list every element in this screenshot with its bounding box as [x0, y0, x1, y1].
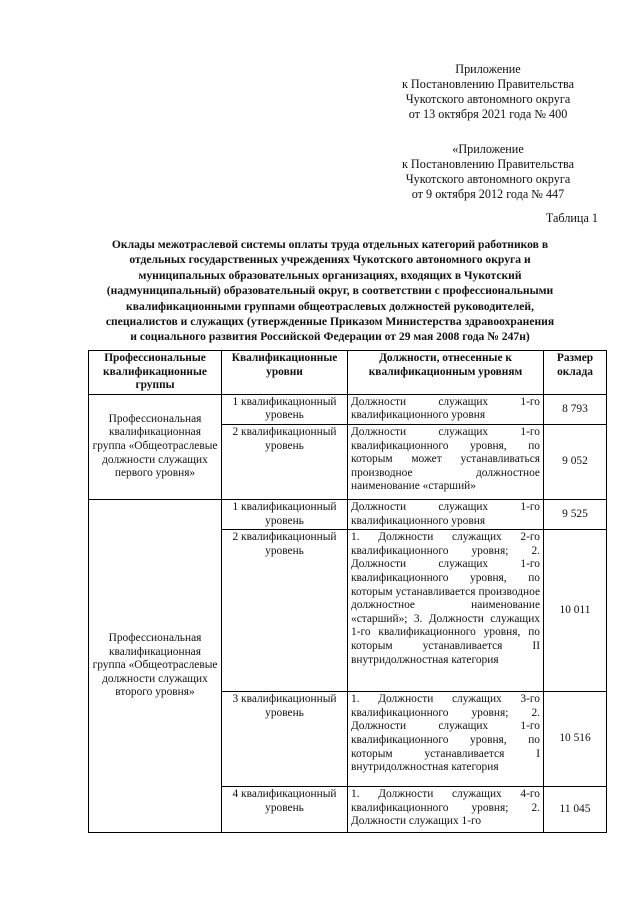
- title-line: муниципальных образовательных организациях, входящих в Чукотский: [138, 268, 522, 282]
- salary-cell: 8 793: [544, 394, 607, 424]
- group-cell: Профессиональная квалификационная группа «Общеотраслевые должности служащих второго уровня»: [89, 499, 222, 832]
- header-line: «Приложение: [452, 142, 524, 156]
- header-positions: Должности, отнесенные к квалификационным уровням: [348, 351, 544, 395]
- table-row: [89, 394, 607, 424]
- positions-cell: 1. Должности служащих 4-го квалификационного уровня; 2. Должности служащих 1-го: [348, 787, 544, 833]
- appendix-header-original: [388, 142, 588, 202]
- level-cell: 4 квалификационный уровень: [222, 787, 348, 833]
- title-line: и социального развития Российской Федерации от 29 мая 2008 года № 247н): [130, 330, 530, 344]
- table-row: [89, 499, 607, 529]
- positions-cell: Должности служащих 1-го квалификационного уровня: [348, 394, 544, 424]
- title-line: (надмуниципальный) образовательный округ, в соответствии с профессиональными: [106, 284, 554, 298]
- group-cell: Профессиональная квалификационная группа «Общеотраслевые должности служащих первого уровня»: [89, 394, 222, 499]
- salary-cell: 10 516: [544, 692, 607, 787]
- salary-table: [88, 350, 607, 833]
- level-cell: 2 квалификационный уровень: [222, 424, 348, 499]
- level-cell: 2 квалификационный уровень: [222, 530, 348, 692]
- header-salary: Размер оклада: [544, 351, 607, 395]
- header-line: к Постановлению Правительства: [401, 157, 575, 171]
- salary-cell: 9 525: [544, 499, 607, 529]
- level-cell: 1 квалификационный уровень: [222, 499, 348, 529]
- title-line: отдельных государственных учреждениях Чукотского автономного округа и: [129, 253, 531, 267]
- header-line: от 13 октября 2021 года № 400: [408, 107, 568, 121]
- salary-cell: 11 045: [544, 787, 607, 833]
- header-line: к Постановлению Правительства: [401, 77, 575, 91]
- positions-cell: Должности служащих 1-го квалификационного уровня: [348, 499, 544, 529]
- header-line: Чукотского автономного округа: [405, 172, 571, 186]
- salary-cell: 10 011: [544, 530, 607, 692]
- document-title: [92, 237, 568, 345]
- title-line: специалистов и служащих (утвержденные Приказом Министерства здравоохранения: [105, 315, 555, 329]
- positions-cell: 1. Должности служащих 2-го квалификационного уровня; 2. Должности служащих 1-го квалификационного уровня, по которым устанавливается производное должностное наименование «старший»; 3. Должности служащих 1-го квалификационного уровня, по которым устанавливается II внутридолжностная категория: [348, 530, 544, 692]
- level-cell: 3 квалификационный уровень: [222, 692, 348, 787]
- positions-cell: Должности служащих 1-го квалификационного уровня, по которым может устанавливаться производное должностное наименование «старший»: [348, 424, 544, 499]
- title-line: Оклады межотраслевой системы оплаты труда отдельных категорий работников в: [111, 238, 549, 251]
- header-line: Приложение: [455, 62, 521, 76]
- title-line: квалификационными группами общеотраслевых должностей руководителей,: [126, 299, 534, 313]
- level-cell: 1 квалификационный уровень: [222, 394, 348, 424]
- header-qualification-levels: Квалификационные уровни: [222, 351, 348, 395]
- appendix-header-current: [388, 62, 588, 122]
- header-line: Чукотского автономного округа: [405, 92, 571, 106]
- header-professional-groups: Профессиональные квалификационные группы: [89, 351, 222, 395]
- salary-cell: 9 052: [544, 424, 607, 499]
- positions-cell: 1. Должности служащих 3-го квалификационного уровня; 2. Должности служащих 1-го квалификационного уровня, по которым устанавливается I внутридолжностная категория: [348, 692, 544, 787]
- header-line: от 9 октября 2012 года № 447: [411, 187, 565, 201]
- table-header-row: [89, 351, 607, 395]
- table-number: Таблица 1: [545, 211, 598, 225]
